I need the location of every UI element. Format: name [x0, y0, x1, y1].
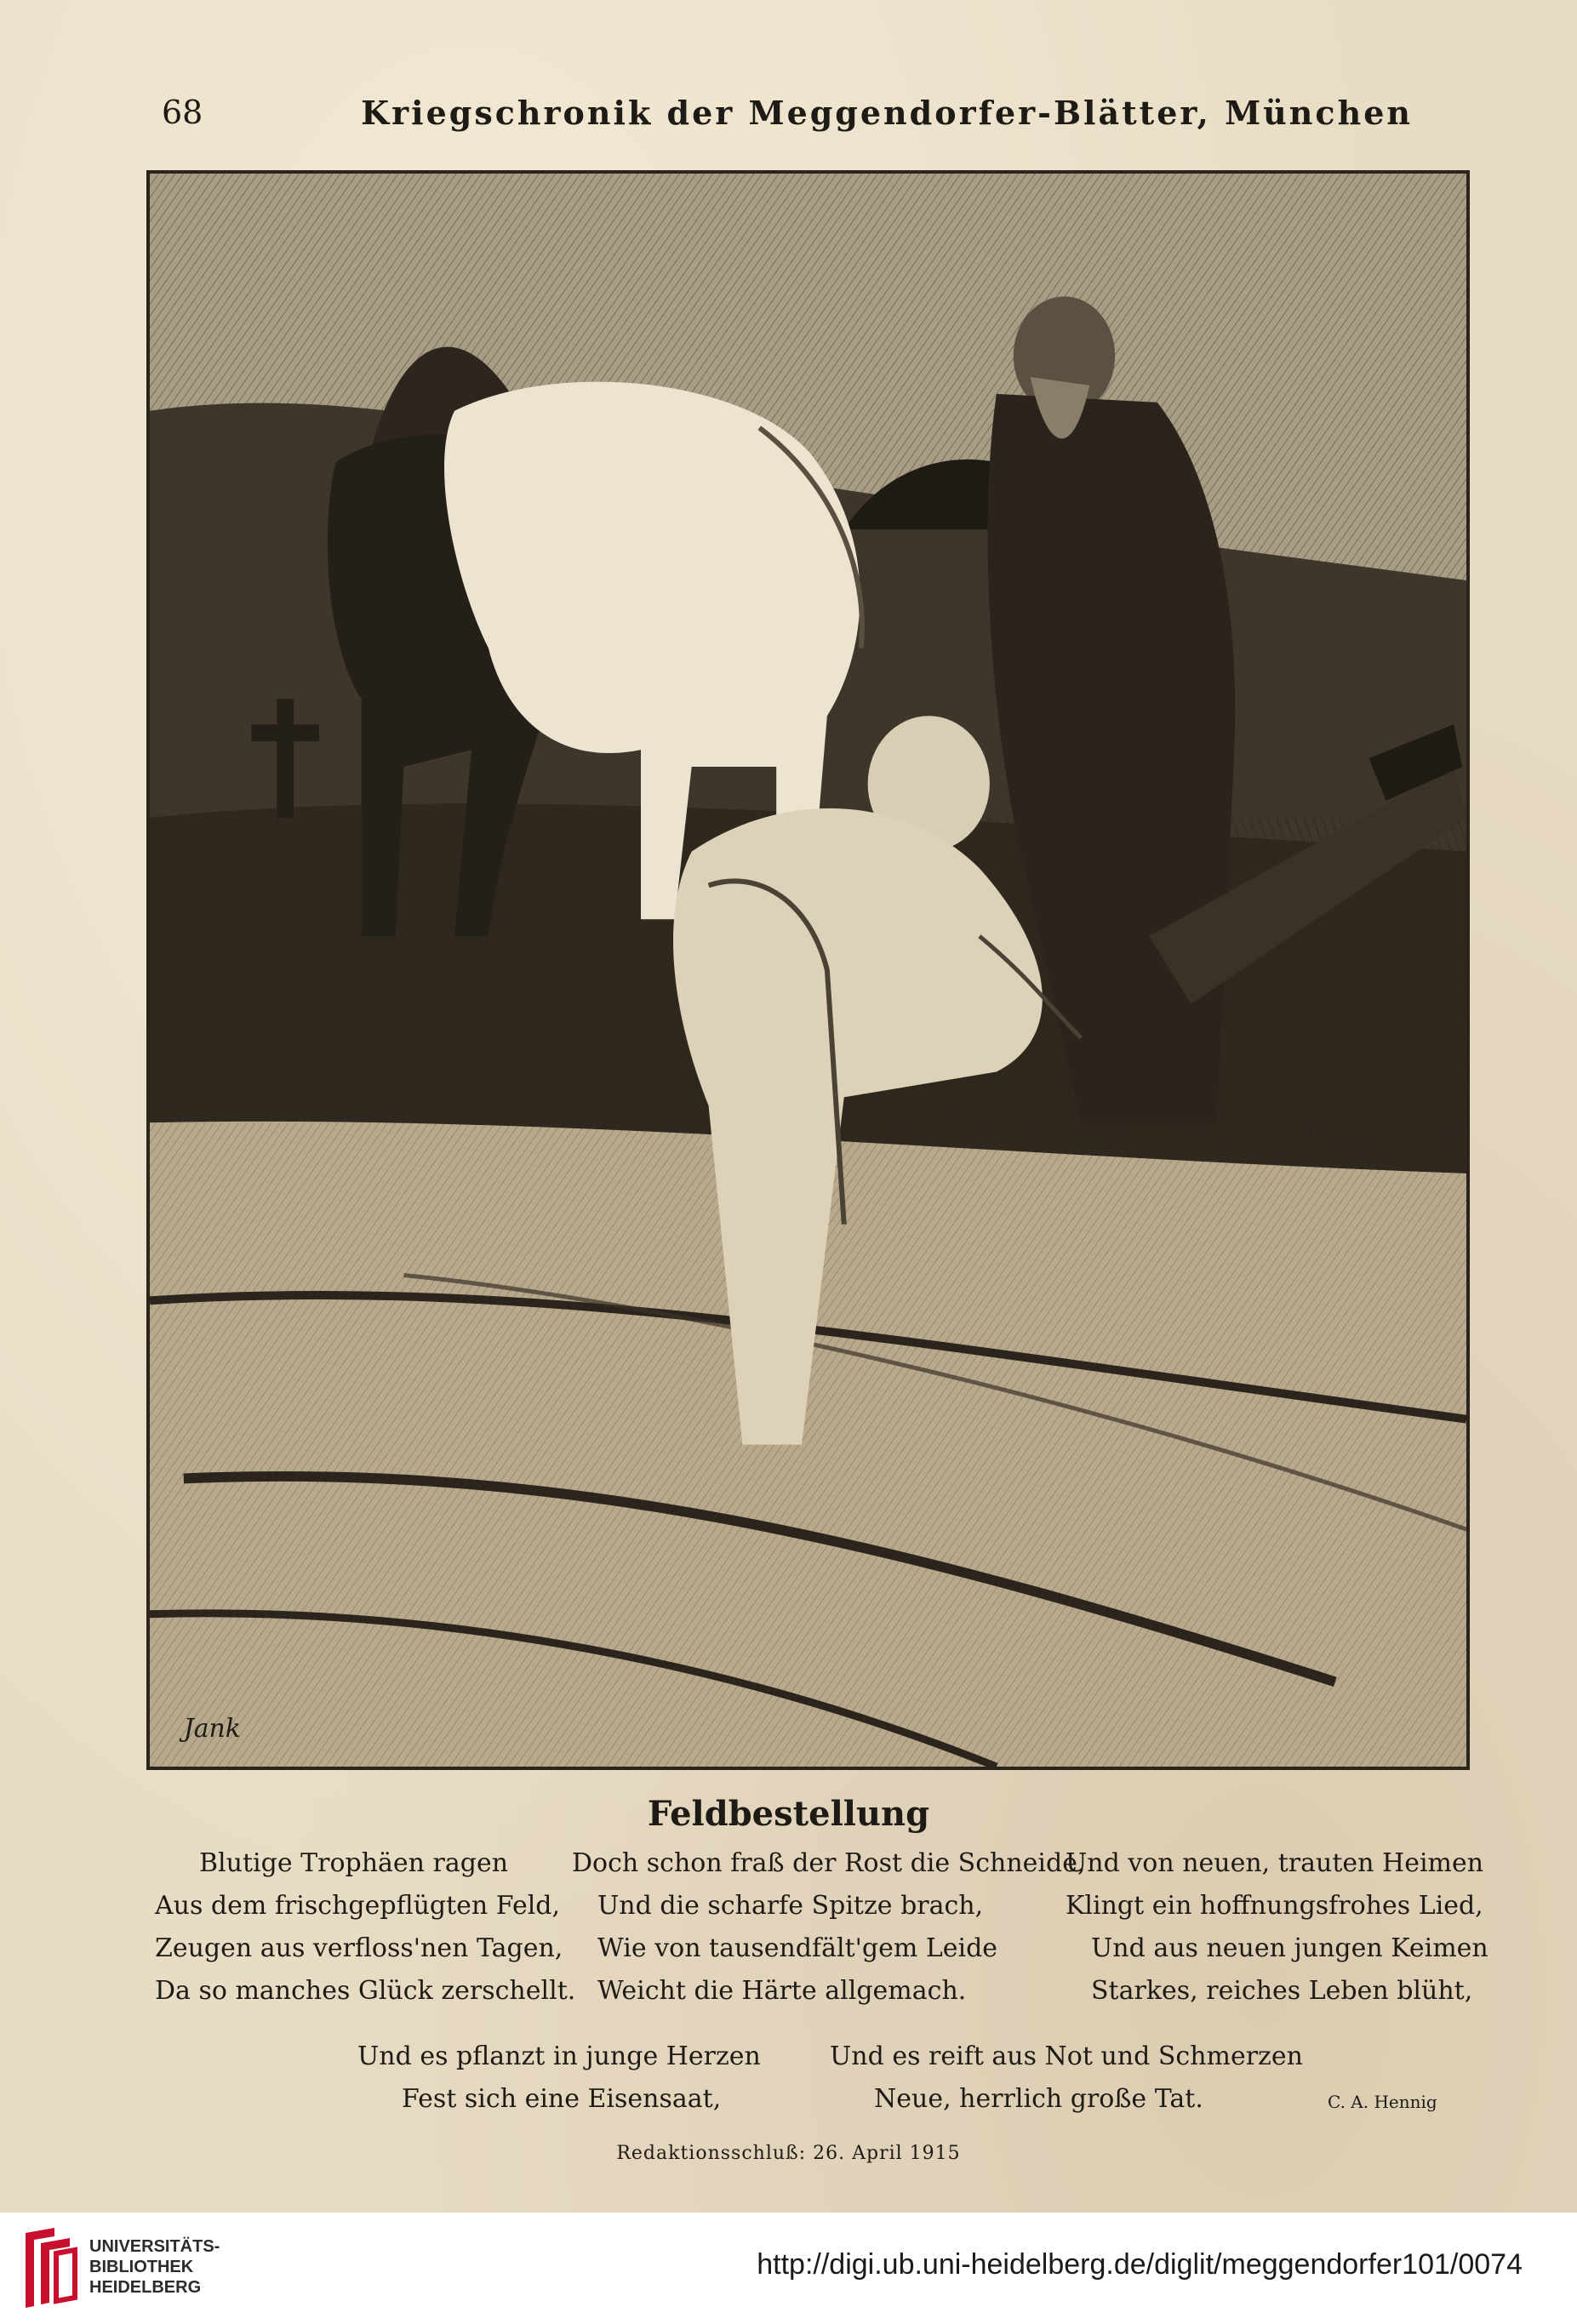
verse-line: Aus dem frischgepflügten Feld, — [155, 1891, 561, 1921]
library-name-line: UNIVERSITÄTS- — [89, 2237, 220, 2256]
library-name-line: BIBLIOTHEK — [89, 2258, 194, 2276]
lithograph-illustration — [146, 170, 1470, 1770]
verse-line: Weicht die Härte allgemach. — [597, 1976, 967, 2006]
artist-signature: Jank — [183, 1714, 241, 1744]
stanza-3 — [1066, 1842, 1488, 2013]
verse-line: Doch schon fraß der Rost die Schneide, — [572, 1848, 1086, 1878]
library-name — [89, 2236, 220, 2298]
verse-line: Starkes, reiches Leben blüht, — [1091, 1976, 1473, 2006]
verse-line: Und von neuen, trauten Heimen — [1066, 1848, 1484, 1878]
verse-line: Und es pflanzt in junge Herzen — [357, 2041, 761, 2071]
university-library-logo-icon — [19, 2224, 78, 2313]
page-number: 68 — [162, 94, 203, 131]
library-footer — [0, 2213, 1577, 2324]
poem-stanzas — [146, 1842, 1488, 2013]
verse-line: Und es reift aus Not und Schmerzen — [830, 2041, 1303, 2071]
poem-author: C. A. Hennig — [1328, 2092, 1437, 2112]
verse-line: Klingt ein hoffnungsfrohes Lied, — [1066, 1891, 1483, 1921]
verse-line: Neue, herrlich große Tat. — [874, 2084, 1203, 2114]
page-header — [162, 94, 1413, 145]
verse-line: Und die scharfe Spitze brach, — [597, 1891, 984, 1921]
verse-line: Fest sich eine Eisensaat, — [402, 2084, 722, 2114]
stanza-4 — [357, 2036, 761, 2121]
library-name-line: HEIDELBERG — [89, 2278, 202, 2297]
source-url-link[interactable]: http://digi.ub.uni-heidelberg.de/diglit/meggendorfer101/0074 — [757, 2248, 1523, 2281]
verse-line: Und aus neuen jungen Keimen — [1091, 1933, 1488, 1963]
stanza-1 — [155, 1842, 575, 2013]
verse-line: Wie von tausendfält'gem Leide — [597, 1933, 998, 1963]
verse-line: Blutige Trophäen ragen — [199, 1848, 509, 1878]
stanza-5 — [830, 2036, 1303, 2121]
stanza-2 — [572, 1842, 1086, 2013]
poem-title: Feldbestellung — [647, 1794, 930, 1834]
plowing-field-scene — [150, 174, 1466, 1767]
editorial-deadline: Redaktionsschluß: 26. April 1915 — [616, 2143, 961, 2164]
verse-line: Da so manches Glück zerschellt. — [155, 1976, 576, 2006]
running-title: Kriegschronik der Meggendorfer-Blätter, München — [361, 94, 1413, 132]
verse-line: Zeugen aus verfloss'nen Tagen, — [155, 1933, 563, 1963]
